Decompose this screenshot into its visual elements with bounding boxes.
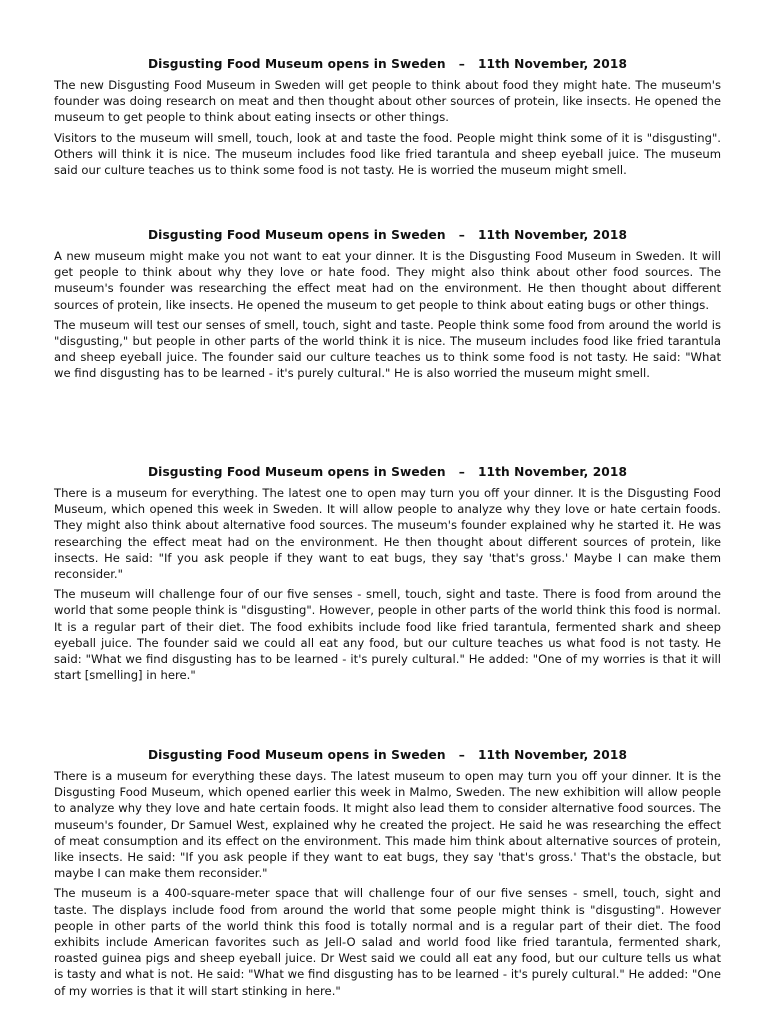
article-level-1 <box>54 57 721 182</box>
article-level-3 <box>54 465 721 687</box>
article-level-4 <box>54 748 721 1003</box>
article-paragraph: A new museum might make you not want to eat your dinner. It is the Disgusting Food Museum in Sweden. It will get people to think about why they love or hate food. They might also think about other food sources. The museum's founder was researching the effect meat had on the environment. He then thought about different sources of protein, like insects. He opened the museum to get people to think about eating bugs or other things. <box>54 249 721 312</box>
article-title: Disgusting Food Museum opens in Sweden – 11th November, 2018 <box>147 465 628 479</box>
article-paragraph: The museum is a 400-square-meter space that will challenge four of our five senses - smell, touch, sight and taste. The displays include food from around the world that some people might think is "disgusting". However people in other parts of the world think this food is totally normal and is a regular part of their diet. The food exhibits include American favorites such as Jell-O salad and world food like fried tarantula, fermented shark, roasted guinea pigs and sheep eyeball juice. Dr West said we could all eat any food, but our culture tells us what is tasty and what is not. He said: "What we find disgusting has to be learned - it's purely cultural." He added: "One of my worries is that it will start stinking in here." <box>54 886 721 998</box>
article-level-2 <box>54 228 721 386</box>
article-paragraph: There is a museum for everything. The latest one to open may turn you off your dinner. It is the Disgusting Food Museum, which opened this week in Sweden. It will allow people to analyze why they love or hate certain foods. They might also think about alternative food sources. The museum's founder explained why he started it. He was researching the effect meat had on the environment. He then thought about different sources of protein, like insects. He said: "If you ask people if they want to eat bugs, they say 'that's gross.' Maybe I can make them reconsider." <box>54 486 721 582</box>
article-title: Disgusting Food Museum opens in Sweden – 11th November, 2018 <box>147 57 628 71</box>
article-title: Disgusting Food Museum opens in Sweden – 11th November, 2018 <box>147 748 628 762</box>
article-paragraph: Visitors to the museum will smell, touch, look at and taste the food. People might think some of it is "disgusting". Others will think it is nice. The museum includes food like fried tarantula and sheep eyeball juice. The museum said our culture teaches us to think some food is not tasty. He is worried the museum might smell. <box>54 130 721 178</box>
article-paragraph: There is a museum for everything these days. The latest museum to open may turn you off your dinner. It is the Disgusting Food Museum, which opened earlier this week in Malmo, Sweden. The new exhibition will allow people to analyze why they love and hate certain foods. It might also lead them to consider alternative food sources. The museum's founder, Dr Samuel West, explained why he created the project. He said he was researching the effect of meat consumption and its effect on the environment. This made him think about alternative sources of protein, like insects. He said: "If you ask people if they want to eat bugs, they say 'that's gross.' That's the obstacle, but maybe I can make them reconsider." <box>54 769 721 881</box>
article-paragraph: The new Disgusting Food Museum in Sweden will get people to think about food they might hate. The museum's founder was doing research on meat and then thought about other sources of protein, like insects. He opened the museum to get people to think about eating insects or other things. <box>54 78 721 125</box>
article-paragraph: The museum will test our senses of smell, touch, sight and taste. People think some food from around the world is "disgusting," but people in other parts of the world think it is nice. The museum includes food like fried tarantula and sheep eyeball juice. The founder said our culture teaches us to think some food is not tasty. He said: "What we find disgusting has to be learned - it's purely cultural." He is also worried the museum might smell. <box>54 317 721 381</box>
article-title: Disgusting Food Museum opens in Sweden – 11th November, 2018 <box>147 228 628 242</box>
article-paragraph: The museum will challenge four of our five senses - smell, touch, sight and taste. There is food from around the world that some people think is "disgusting". However, people in other parts of the world think this food is normal. It is a regular part of their diet. The food exhibits include food like fried tarantula, fermented shark and sheep eyeball juice. The founder said we could all eat any food, but our culture teaches us what food is not tasty. He said: "What we find disgusting has to be learned - it's purely cultural." He added: "One of my worries is that it will start [smelling] in here." <box>54 587 721 683</box>
